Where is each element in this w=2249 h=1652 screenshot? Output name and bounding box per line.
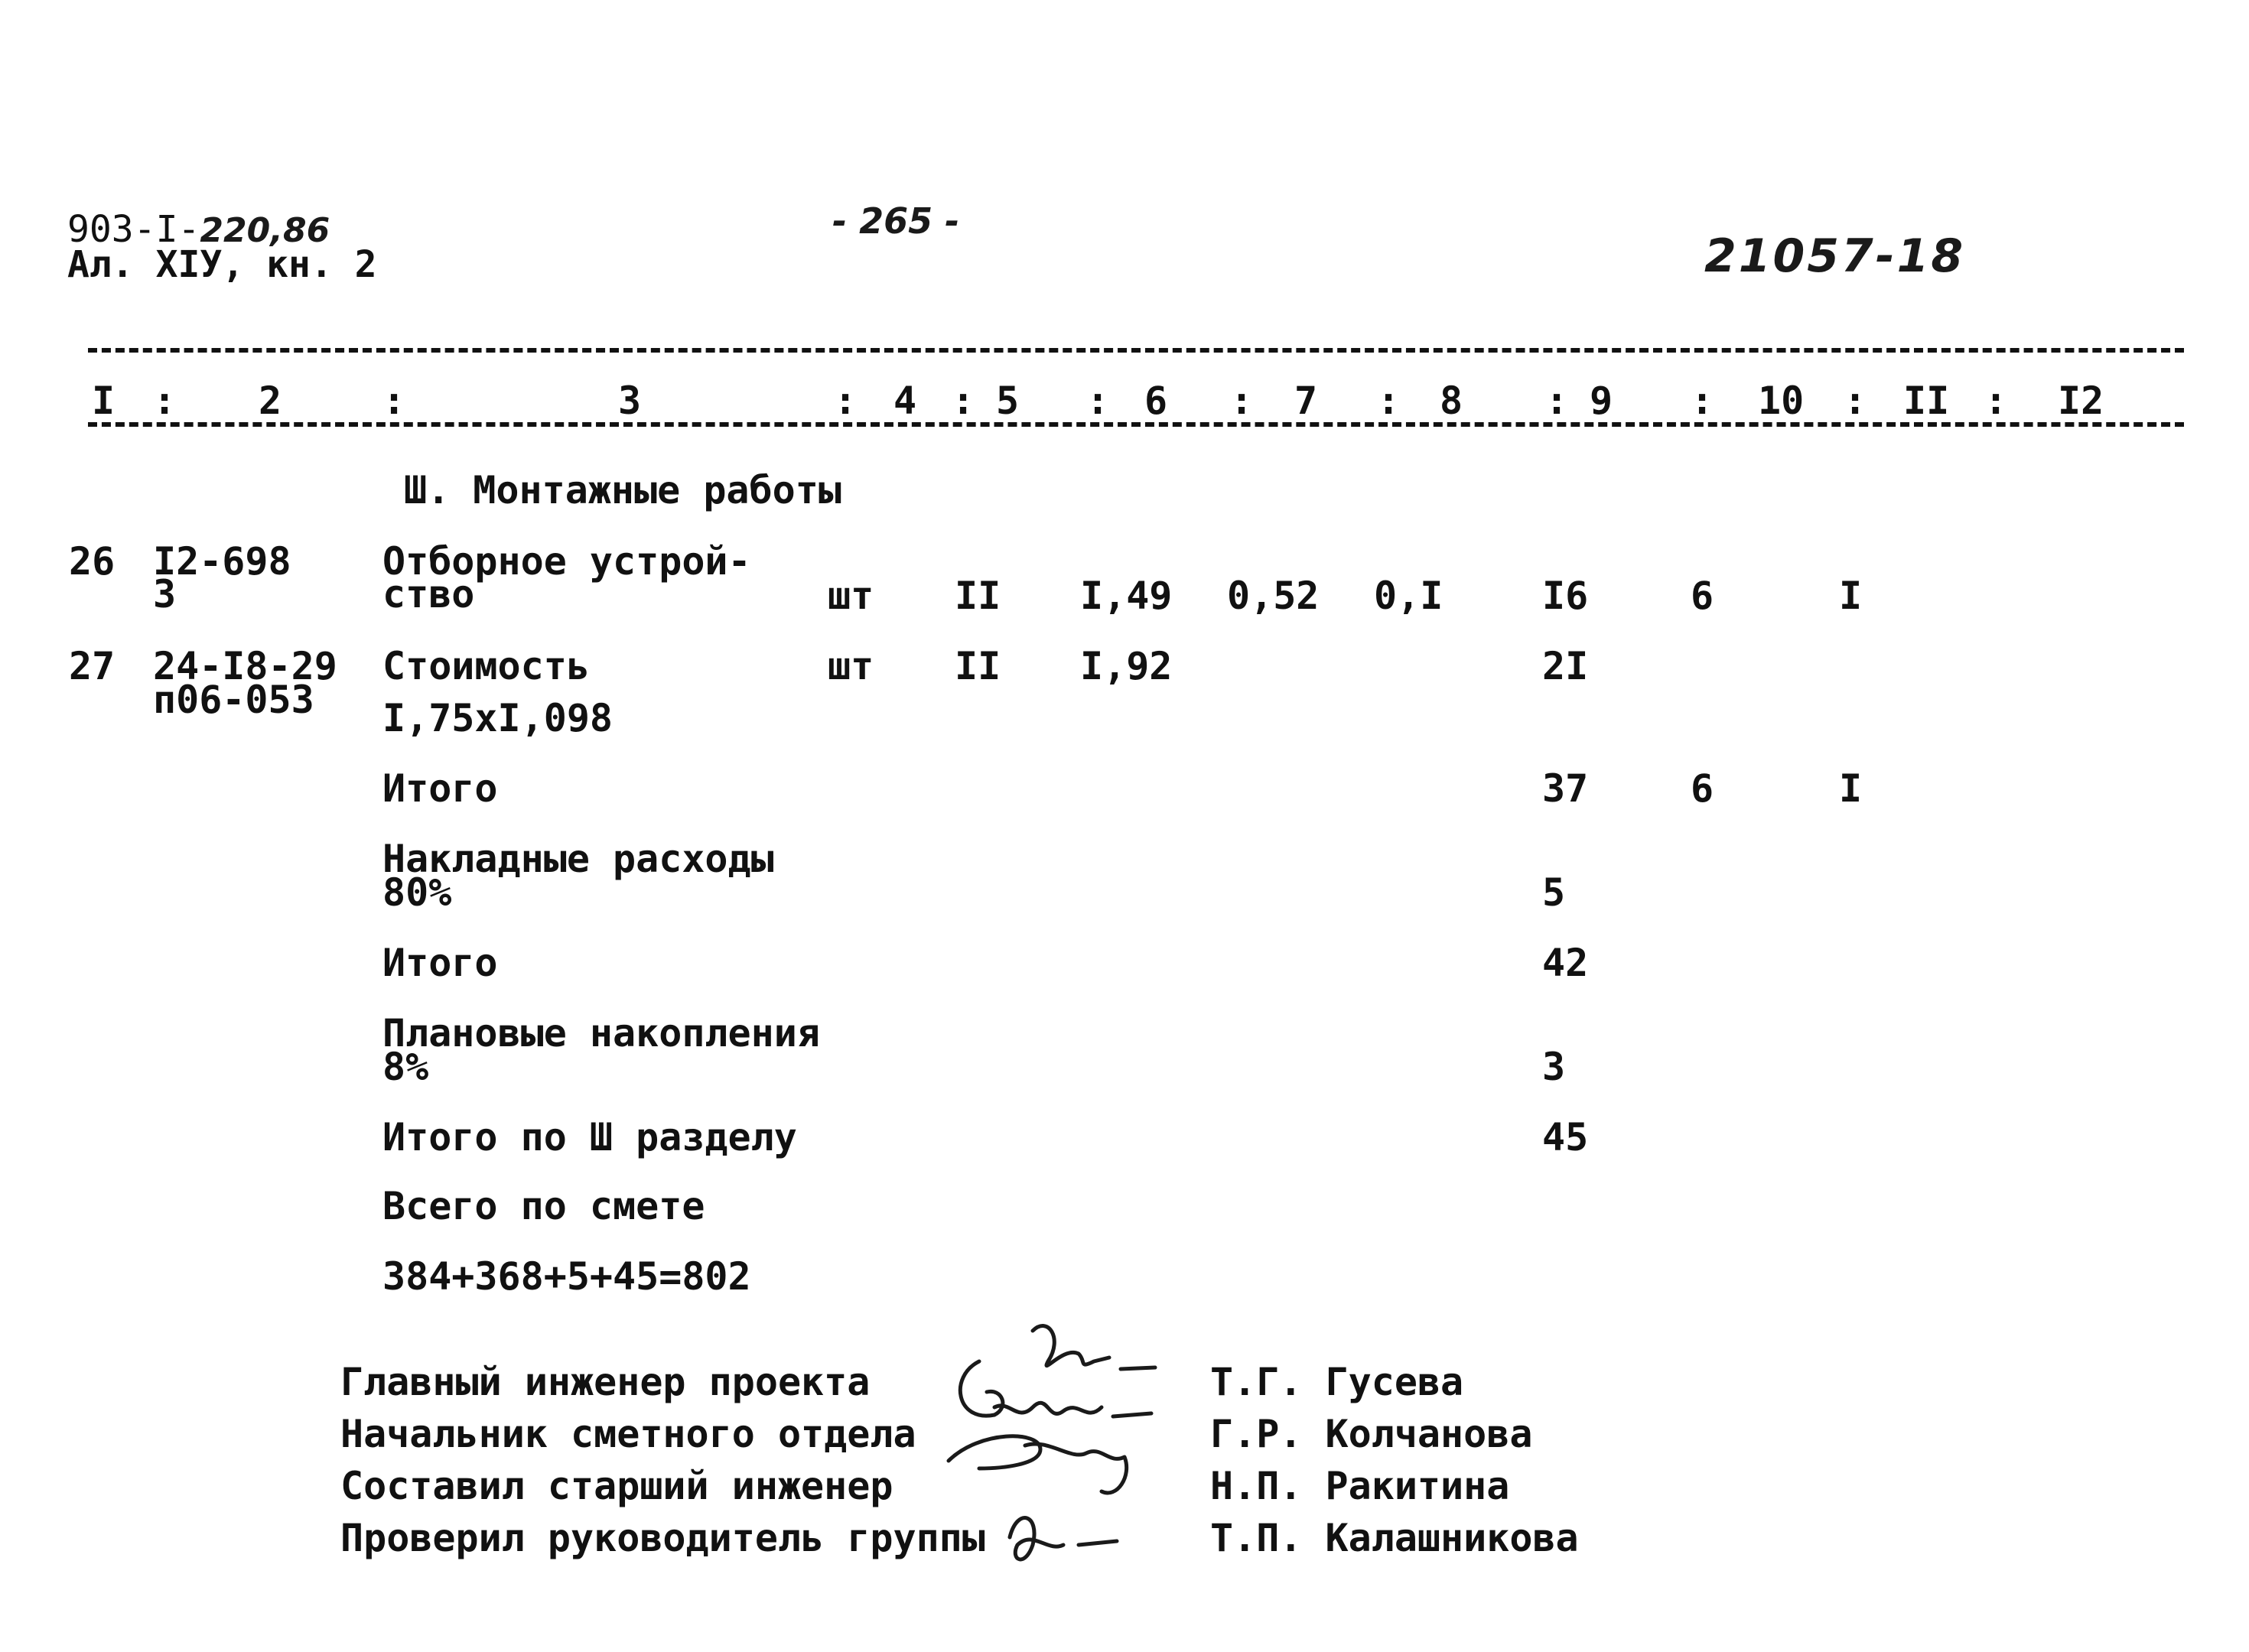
col-header-11: II xyxy=(1903,379,1950,423)
signature-role-1: Главный инженер проекта xyxy=(340,1360,871,1404)
col-separator: : xyxy=(1086,379,1110,423)
col-header-6: 6 xyxy=(1144,379,1168,423)
section-total-label: Итого по Ш разделу xyxy=(382,1115,797,1159)
row-26-code-sub: 3 xyxy=(153,572,177,616)
col-separator: : xyxy=(1545,379,1569,423)
row-26-col9: I6 xyxy=(1542,574,1589,618)
row-27-col9: 2I xyxy=(1542,644,1589,688)
overhead-label: Накладные расходы xyxy=(382,837,774,881)
doc-code-handwritten: 220,86 xyxy=(200,211,330,250)
row-27-unit-cost: I,92 xyxy=(1080,644,1173,688)
signature-name-2: Г.Р. Колчанова xyxy=(1210,1412,1533,1456)
col-separator: : xyxy=(1844,379,1867,423)
row-27-name: Стоимость xyxy=(382,644,590,688)
row-26-qty: II xyxy=(955,574,1001,618)
subtotal-label: Итого xyxy=(382,766,498,811)
signature-name-1: Т.Г. Гусева xyxy=(1210,1360,1464,1404)
handwritten-signatures xyxy=(933,1315,1193,1591)
row-27-code-sub: п06-053 xyxy=(153,678,314,722)
row-27-name-formula: I,75xI,098 xyxy=(382,696,614,740)
doc-code-printed: 903-I- xyxy=(67,208,200,251)
album-label: Ал. XIУ, кн. 2 xyxy=(67,243,377,286)
col-header-10: 10 xyxy=(1758,379,1805,423)
col-header-2: 2 xyxy=(259,379,282,423)
subtotal-col9: 37 xyxy=(1542,766,1589,811)
subtotal2-label: Итого xyxy=(382,941,498,985)
col-separator: : xyxy=(1691,379,1714,423)
col-header-7: 7 xyxy=(1294,379,1318,423)
col-header-9: 9 xyxy=(1590,379,1613,423)
row-26-name: Отборное устрой- xyxy=(382,539,751,584)
top-dashed-rule xyxy=(88,348,2184,353)
row-26-code: I2-698 xyxy=(153,539,291,584)
overhead-col9: 5 xyxy=(1542,870,1566,915)
row-27-code: 24-I8-29 xyxy=(153,644,337,688)
row-27-unit: шт xyxy=(828,644,874,688)
col-header-8: 8 xyxy=(1440,379,1463,423)
row-26-col10: 6 xyxy=(1691,574,1714,618)
signature-role-2: Начальник сметного отдела xyxy=(340,1412,916,1456)
col-separator: : xyxy=(1984,379,2008,423)
subtotal-col11: I xyxy=(1839,766,1863,811)
col-separator: : xyxy=(952,379,975,423)
row-26-num: 26 xyxy=(69,539,116,584)
signature-role-4: Проверил руководитель группы xyxy=(340,1516,985,1560)
row-26-unit-cost: I,49 xyxy=(1080,574,1173,618)
col-separator: : xyxy=(1230,379,1254,423)
document-number: 21057-18 xyxy=(1704,229,1966,283)
row-26-col7: 0,52 xyxy=(1227,574,1320,618)
row-27-qty: II xyxy=(955,644,1001,688)
col-separator: : xyxy=(834,379,858,423)
col-separator: : xyxy=(382,379,406,423)
row-26-col8: 0,I xyxy=(1374,574,1443,618)
signature-name-4: Т.П. Калашникова xyxy=(1210,1516,1579,1560)
overhead-percent: 80% xyxy=(382,870,452,915)
col-header-3: 3 xyxy=(618,379,642,423)
planned-col9: 3 xyxy=(1542,1045,1566,1089)
section-title: Ш. Монтажные работы xyxy=(404,468,841,512)
col-header-5: 5 xyxy=(996,379,1020,423)
col-header-12: I2 xyxy=(2058,379,2104,423)
page-number: - 265 - xyxy=(832,200,960,242)
subtotal2-col9: 42 xyxy=(1542,941,1589,985)
grand-total-formula: 384+368+5+45=802 xyxy=(382,1254,751,1299)
planned-percent: 8% xyxy=(382,1045,429,1089)
section-total-col9: 45 xyxy=(1542,1115,1589,1159)
planned-label: Плановые накопления xyxy=(382,1011,820,1055)
signature-name-3: Н.П. Ракитина xyxy=(1210,1464,1510,1508)
col-header-4: 4 xyxy=(893,379,917,423)
subtotal-col10: 6 xyxy=(1691,766,1714,811)
grand-total-label: Всего по смете xyxy=(382,1184,705,1228)
signature-role-3: Составил старший инженер xyxy=(340,1464,893,1508)
col-separator: : xyxy=(1377,379,1401,423)
row-26-unit: шт xyxy=(828,574,874,618)
row-26-col11: I xyxy=(1839,574,1863,618)
col-separators: : xyxy=(153,379,177,423)
row-27-num: 27 xyxy=(69,644,116,688)
col-header-1: I xyxy=(92,379,116,423)
row-26-name-cont: ство xyxy=(382,572,475,616)
